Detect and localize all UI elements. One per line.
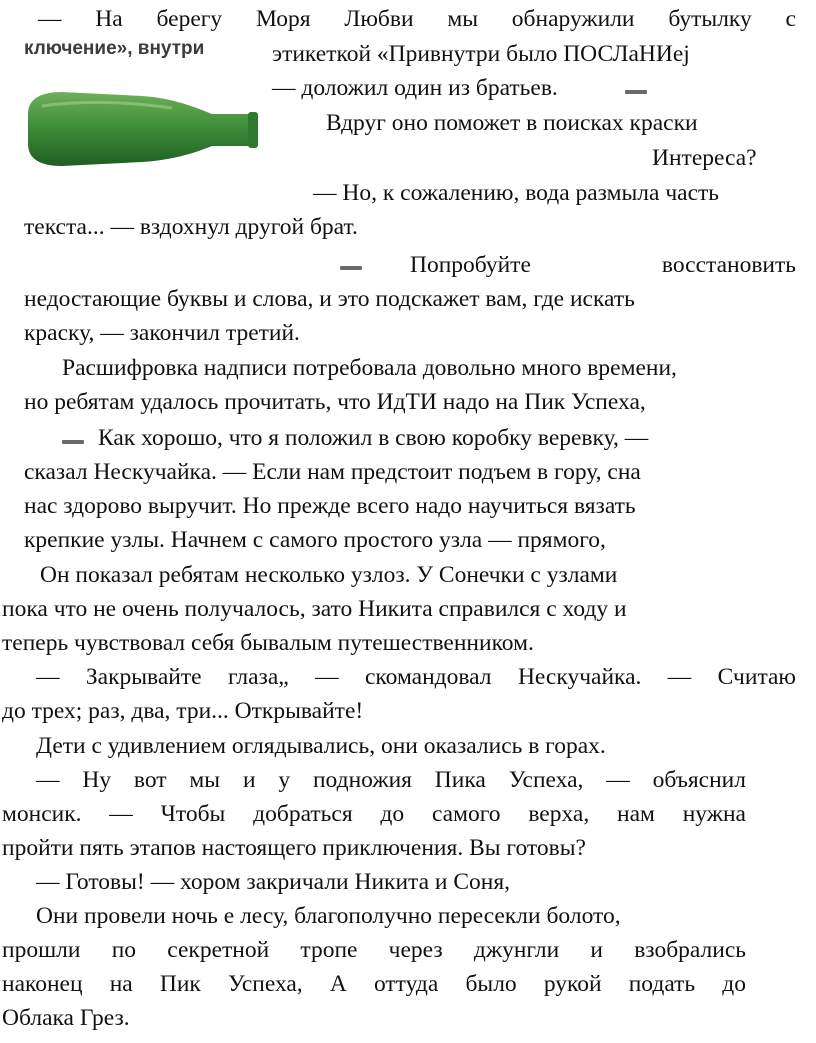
text-line: Расшифровка надписи потребовала довольно много времени, xyxy=(62,355,677,381)
text-line: — Закрывайте глаза„ — скомандовал Нескучайка. — Считаю xyxy=(36,664,796,690)
green-bottle-icon xyxy=(22,84,262,174)
dash-mark xyxy=(62,440,84,444)
text-line: Дети с удивлением оглядывались, они оказались в горах. xyxy=(36,733,606,759)
text-line: теперь чувствовал себя бывалым путешественником. xyxy=(2,630,534,656)
text-line: — доложил один из братьев. xyxy=(272,75,558,101)
label-fragment: ключение», внутри xyxy=(24,38,205,59)
text-line: — Готовы! — хором закричали Никита и Соня, xyxy=(36,869,511,895)
text-line: недостающие буквы и слова, и это подскажет вам, где искать xyxy=(24,286,635,312)
text-line: но ребятам удалось прочитать, что ИдТИ надо на Пик Успеха, xyxy=(24,389,646,415)
text-line: Попробуйте восстановить xyxy=(410,252,796,278)
text-line: Вдруг оно поможет в поисках краски xyxy=(326,110,698,136)
text-line: до трех; раз, два, три... Открывайте! xyxy=(2,698,364,724)
text-line: пройти пять этапов настоящего приключения. Вы готовы? xyxy=(2,835,586,861)
dash-mark xyxy=(340,266,362,270)
text-line: краску, — закончил третий. xyxy=(24,320,300,346)
text-line: — Ну вот мы и у подножия Пика Успеха, — объяснил xyxy=(36,767,746,793)
text-line: текста... — вздохнул другой брат. xyxy=(24,214,358,240)
text-line: монсик. — Чтобы добраться до самого верха, нам нужна xyxy=(2,801,746,827)
text-line: Они провели ночь е лесу, благополучно пересекли болото, xyxy=(36,903,621,929)
text-line: пока что не очень получалось, зато Никита справился с ходу и xyxy=(2,596,627,622)
text-line: — На берегу Моря Любви мы обнаружили бутылку с xyxy=(38,6,796,32)
text-line: Интереса? xyxy=(652,145,757,171)
text-line: нас здорово выручит. Но прежде всего надо научиться вязать xyxy=(24,493,636,519)
text-line: Он показал ребятам несколько узлоз. У Сонечки с узлами xyxy=(40,562,618,588)
text-line: сказал Нескучайка. — Если нам предстоит подъем в гору, сна xyxy=(24,459,641,485)
text-line: — Но, к сожалению, вода размыла часть xyxy=(313,180,719,206)
text-line: прошли по секретной тропе через джунгли и взобрались xyxy=(2,937,746,963)
text-line: наконец на Пик Успеха, А оттуда было рукой подать до xyxy=(2,971,746,997)
text-line: этикеткой «Привнутри было ПОСЛаНИej xyxy=(272,41,690,67)
text-line: Облака Грез. xyxy=(2,1005,130,1031)
dash-mark xyxy=(625,90,647,94)
text-line: крепкие узлы. Начнем с самого простого узла — прямого, xyxy=(24,527,606,553)
text-line: Как хорошо, что я положил в свою коробку веревку, — xyxy=(98,425,649,451)
